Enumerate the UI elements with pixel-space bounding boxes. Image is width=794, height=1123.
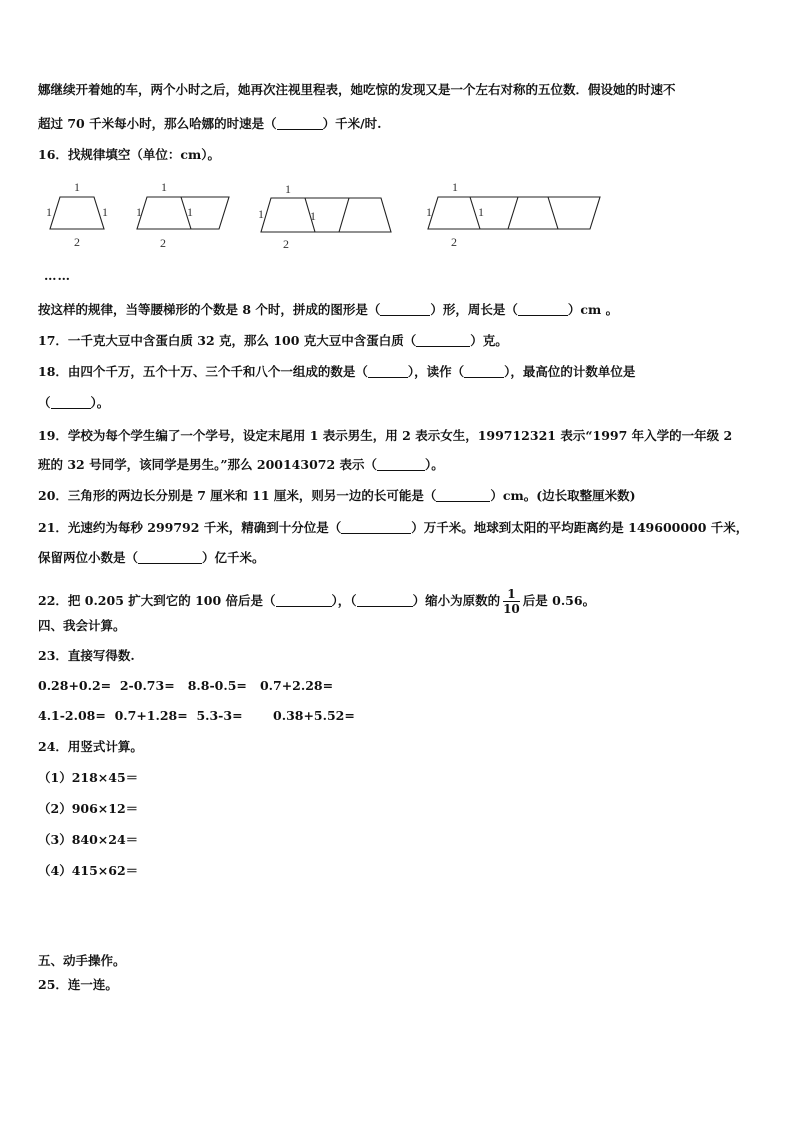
q24-item-1: （1）218×45＝ xyxy=(38,770,139,785)
q18-text-a: 18．由四个千万，五个十万、三个千和八个一组成的数是（ xyxy=(38,364,368,379)
q21-text-a: 21．光速约为每秒 299792 千米，精确到十分位是（ xyxy=(38,520,342,535)
q22 xyxy=(38,587,595,616)
fig2-bottom-label: 2 xyxy=(160,236,166,250)
fig4-left-label: 1 xyxy=(426,205,432,219)
q16-ellipsis: …… xyxy=(44,268,71,283)
q20-text-b: ）cm。(边长取整厘米数) xyxy=(490,488,636,503)
q18-line2 xyxy=(38,394,109,412)
q17-answer-blank[interactable] xyxy=(416,333,470,347)
q16-text-a: 按这样的规律，当等腰梯形的个数是 8 个时，拼成的图形是（ xyxy=(38,302,381,317)
q17 xyxy=(38,332,508,350)
trapezoid-group-4 xyxy=(428,197,600,229)
q22-text-c: ）缩小为原数的 xyxy=(412,593,501,608)
q22-product-blank[interactable] xyxy=(276,593,332,607)
q17-text-a: 17．一千克大豆中含蛋白质 32 克，那么 100 克大豆中含蛋白质（ xyxy=(38,333,417,348)
q23-item-2: 2-0.73= xyxy=(119,678,175,693)
q19-line2 xyxy=(38,456,444,474)
q23-item-4: 0.7+2.28= xyxy=(259,678,334,693)
fig1-left-label: 1 xyxy=(46,205,52,219)
fig1-right-label: 1 xyxy=(102,205,108,219)
fig1-top-label: 1 xyxy=(74,180,80,194)
q24-item-2: （2）906×12＝ xyxy=(38,801,139,816)
fig4-mid-label: 1 xyxy=(478,205,484,219)
q21-text-d: ）亿千米。 xyxy=(202,550,265,565)
q21-line1 xyxy=(38,519,748,537)
fig3-mid-label: 1 xyxy=(310,209,316,223)
q23-row2 xyxy=(38,707,355,725)
q23-item-5: 4.1-2.08= xyxy=(38,708,106,723)
q18-text-d-close: ）。 xyxy=(90,395,110,410)
q22-text-b: ），（ xyxy=(331,593,357,608)
trapezoid-1-1 xyxy=(50,197,104,229)
one-tenth-fraction xyxy=(503,587,520,616)
q23-title: 23．直接写得数. xyxy=(38,648,135,663)
q20 xyxy=(38,487,636,505)
q16-text-b: ）形，周长是（ xyxy=(430,302,518,317)
q21-text-c: 保留两位小数是（ xyxy=(38,550,139,565)
q16-question xyxy=(38,301,618,319)
q18-reading-blank[interactable] xyxy=(464,364,504,378)
q18-text-d-open: （ xyxy=(38,395,51,410)
q24-title: 24．用竖式计算。 xyxy=(38,739,143,754)
q23-row1 xyxy=(38,677,333,695)
q18-line1 xyxy=(38,363,635,381)
q23-item-1: 0.28+0.2= xyxy=(38,678,112,693)
q22-text-d: 后是 0.56。 xyxy=(522,593,596,608)
q23-item-8: 0.38+5.52= xyxy=(273,708,355,723)
q25-title: 25．连一连。 xyxy=(38,977,118,992)
q20-answer-blank[interactable] xyxy=(436,488,490,502)
fraction-denominator: 10 xyxy=(503,602,520,616)
q18-unit-blank[interactable] xyxy=(51,395,91,409)
fig1-bottom-label: 2 xyxy=(74,235,80,249)
fig3-bottom-label: 2 xyxy=(283,237,289,251)
q22-text-a: 22．把 0.205 扩大到它的 100 倍后是（ xyxy=(38,593,276,608)
q18-text-b: ），读作（ xyxy=(407,364,465,379)
divider-4-3 xyxy=(548,197,558,229)
q19-text-a: 班的 32 号同学，该同学是男生。”那么 200143072 表示（ xyxy=(38,457,378,472)
q15-text-b: ）千米/时. xyxy=(322,116,382,131)
trapezoid-pattern-figure xyxy=(0,0,794,290)
fig4-top-label: 1 xyxy=(452,180,458,194)
q22-original-blank[interactable] xyxy=(357,593,413,607)
fig3-left-label: 1 xyxy=(258,207,264,221)
fig2-top-label: 1 xyxy=(161,180,167,194)
trapezoid-group-3 xyxy=(261,198,391,232)
q16-title: 16．找规律填空（单位：cm）。 xyxy=(38,147,220,162)
q23-item-6: 0.7+1.28= xyxy=(114,708,188,723)
divider-4-2 xyxy=(508,197,518,229)
section-4-heading: 四、我会计算。 xyxy=(38,618,126,633)
q21-text-b: ）万千米。地球到太阳的平均距离约是 149600000 千米， xyxy=(411,520,749,535)
q19-answer-blank[interactable] xyxy=(377,457,425,471)
section-5-heading: 五、动手操作。 xyxy=(38,953,126,968)
fig4-bottom-label: 2 xyxy=(451,235,457,249)
q19-text-b: ）。 xyxy=(425,457,444,472)
q23-item-3: 8.8-0.5= xyxy=(187,678,247,693)
q19-line1: 19．学校为每个学生编了一个学号，设定末尾用 1 表示男生，用 2 表示女生，199712321 表示“1997 年入学的一年级 2 xyxy=(38,428,733,443)
q15-text-a: 超过 70 千米每小时，那么哈娜的时速是（ xyxy=(38,116,277,131)
q21-line2 xyxy=(38,549,265,567)
q23-item-7: 5.3-3= xyxy=(196,708,243,723)
q18-number-blank[interactable] xyxy=(368,364,408,378)
q20-text-a: 20．三角形的两边长分别是 7 厘米和 11 厘米，则另一边的长可能是（ xyxy=(38,488,437,503)
fig3-top-label: 1 xyxy=(285,182,291,196)
q17-text-b: ）克。 xyxy=(470,333,508,348)
q18-text-c: ），最高位的计数单位是 xyxy=(504,364,636,379)
fig2-left-label: 1 xyxy=(136,205,142,219)
q15-line1: 娜继续开着她的车，两个小时之后，她再次注视里程表，她吃惊的发现又是一个左右对称的五位数．假设她的时速不 xyxy=(38,82,676,97)
divider-3-2 xyxy=(339,198,349,232)
q16-text-c: ）cm 。 xyxy=(567,302,619,317)
fraction-numerator: 1 xyxy=(503,587,520,602)
q21-distance-blank[interactable] xyxy=(138,550,202,564)
q16-perimeter-blank[interactable] xyxy=(518,302,568,316)
q24-item-3: （3）840×24＝ xyxy=(38,832,139,847)
fig2-mid-label: 1 xyxy=(187,205,193,219)
q24-item-4: （4）415×62＝ xyxy=(38,863,139,878)
q21-tenths-blank[interactable] xyxy=(341,520,411,534)
q16-shape-blank[interactable] xyxy=(380,302,430,316)
